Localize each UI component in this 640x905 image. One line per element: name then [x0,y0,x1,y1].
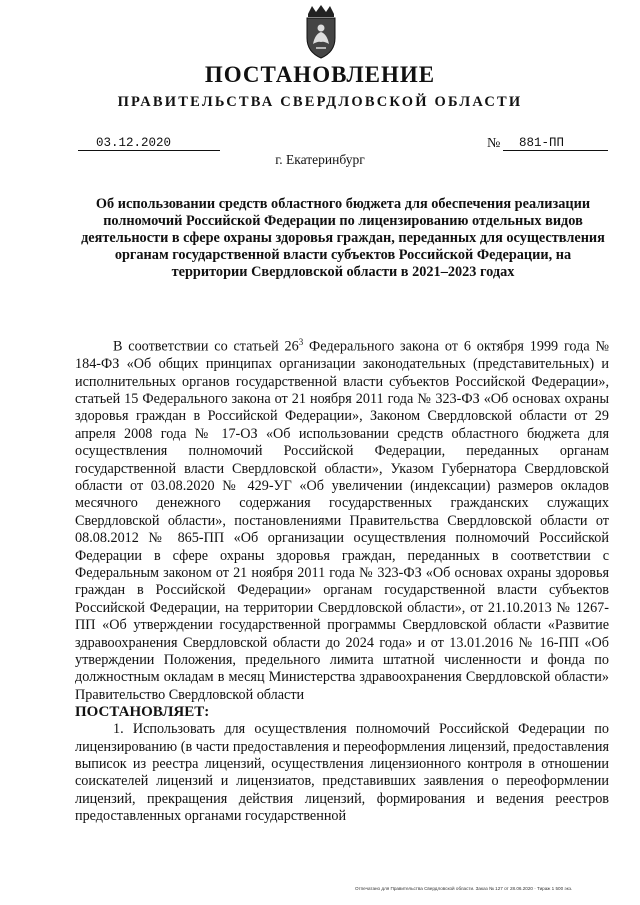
preamble-part1: В соответствии со статьей 26 [113,338,299,355]
decree-word: ПОСТАНОВЛЯЕТ: [75,704,210,721]
preamble-paragraph [75,334,609,704]
document-date: 03.12.2020 [78,136,220,151]
preamble-part2: Федерального закона от 6 октября 1999 года № 184-ФЗ «Об общих принципах организации законодательных (представительных) и исполнительных органов государственной власти субъектов Российской Федерации», статьей 15 Федерального закона от 21 ноября 2011 года № 323-ФЗ «Об основах охраны здоровья граждан в Российской Федерации», Законом Свердловской области от 29 апреля 2008 года № 17-ОЗ «Об использовании средств областного бюджета для осуществления полномочий Российской Федерации, переданных органам государственной власти Свердловской области», Указом Губернатора Свердловской области от 03.08.2020 № 429-УГ «Об увеличении (индексации) размеров окладов месячного денежного содержания государственных гражданских служащих Свердловской области», постановлениями Правительства Свердловской области от 08.08.2012 № 865-ПП «Об организации осуществления полномочий Российской Федерации в сфере охраны здоровья граждан, переданных в соответствии с Федеральным законом от 21 ноября 2011 года № 323-ФЗ «Об основах охраны здоровья граждан в Российской Федерации» органам государственной власти субъектов Российской Федерации, на территории Свердловской области», от 21.10.2013 № 1267-ПП «Об утверждении государственной программы Свердловской области «Развитие здравоохранения Свердловской области до 2024 года» и от 13.01.2016 № 16-ПП «Об утверждении Положения, предельного лимита штатной численности и фонда по должностным окладам в месяц Министерства здравоохранения Свердловской области» Правительство Свердловской области [75,338,610,703]
document-title: ПОСТАНОВЛЕНИЕ [204,62,436,87]
number-label: № [487,136,501,151]
coat-of-arms-emblem [300,4,342,60]
item-1-paragraph: 1. Использовать для осуществления полномочий Российской Федерации по лицензированию (в части предоставления и переоформления лицензий, предоставления выписок из реестра лицензий, осуществления лицензионного контроля в отношении соискателей лицензий и лицензиатов, представивших заявления о переоформлении лицензий, прекращения действия лицензий, формирования и ведения реестров предоставленных органами государственной [75,721,609,825]
document-body [75,334,609,826]
document-number: 881-ПП [503,136,608,151]
document-heading: Об использовании средств областного бюджета для обеспечения реализации полномочий Российской Федерации по лицензированию отдельных видов деятельности в сфере охраны здоровья граждан, переданных для осуществления органам государственной власти субъектов Российской Федерации, на территории Свердловской области в 2021–2023 годах [81,196,605,280]
print-footer: Отпечатано для Правительства Свердловской области. Заказ № 127 от 28.06.2020 · Тираж 1 500 экз. [355,886,573,891]
preamble-superscript: 3 [298,337,304,347]
document-city: г. Екатеринбург [275,152,365,167]
document-subtitle: ПРАВИТЕЛЬСТВА СВЕРДЛОВСКОЙ ОБЛАСТИ [117,94,523,110]
